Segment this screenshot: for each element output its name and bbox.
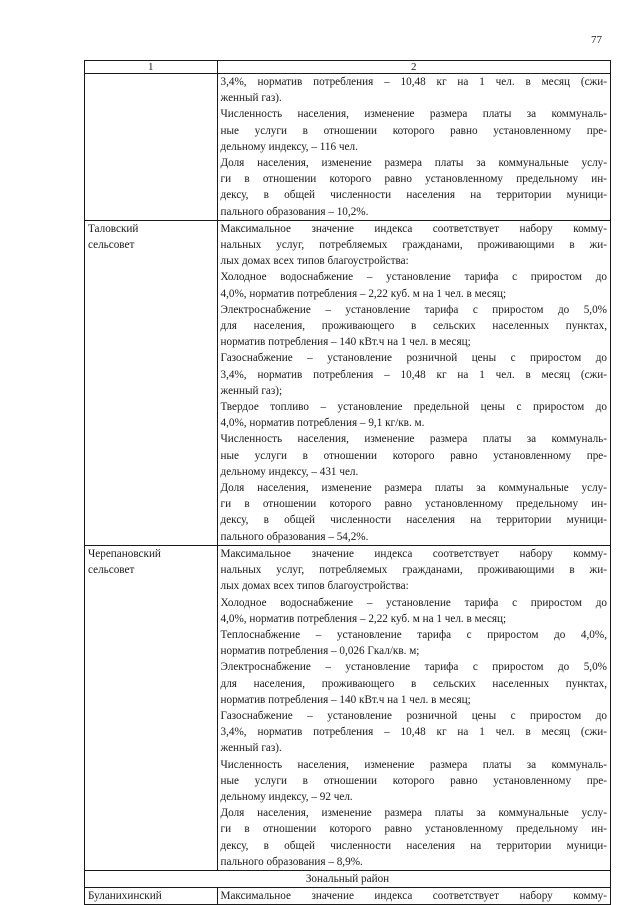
text-line: Численность населения, изменение размера платы за коммуналь- (220, 758, 607, 771)
description-paragraph (221, 805, 608, 870)
text-line: Максимальное значение индекса соответствует набору комму- (220, 222, 607, 235)
text-line: дельному индексу, – 92 чел. (220, 790, 353, 803)
text-line: Газоснабжение – установление розничной цены с приростом до (220, 352, 607, 365)
text-line: Холодное водоснабжение – установление тарифа с приростом до (220, 271, 607, 284)
text-line: Численность населения, изменение размера платы за коммуналь- (220, 433, 607, 446)
description-cell (217, 545, 611, 870)
text-line: Электроснабжение – установление тарифа с приростом до 5,0% (220, 303, 607, 316)
municipality-name: Черепановский (88, 547, 161, 560)
header-col-1: 1 (85, 61, 218, 74)
text-line: Электроснабжение – установление тарифа с приростом до 5,0% (220, 661, 607, 674)
text-line: 4,0%, норматив потребления – 2,22 куб. м на 1 чел. в месяц; (220, 612, 507, 625)
municipality-name: сельсовет (88, 564, 135, 577)
description-paragraph (221, 480, 608, 545)
text-line: Теплоснабжение – установление тарифа с приростом до 4,0%, (220, 628, 607, 641)
municipality-cell (85, 545, 218, 870)
text-line: 3,4%, норматив потребления – 10,48 кг на 1 чел. в месяц (сжи- (220, 726, 607, 739)
municipality-name: сельсовет (88, 239, 135, 252)
zone-heading: Зональный район (85, 870, 611, 887)
table-row (85, 888, 611, 905)
text-line: ные услуги в отношении которого равно установленному пре- (220, 449, 607, 462)
text-line: дельному индексу, – 116 чел. (220, 140, 358, 153)
description-paragraph (221, 155, 608, 220)
text-line: ные услуги в отношении которого равно установленному пре- (220, 774, 607, 787)
text-line: Доля населения, изменение размера платы за коммунальные услу- (220, 157, 607, 170)
description-paragraph (221, 708, 608, 757)
description-paragraph (221, 659, 608, 708)
description-paragraph (221, 350, 608, 399)
description-paragraph (221, 74, 608, 106)
text-line: Холодное водоснабжение – установление тарифа с приростом до (220, 596, 607, 609)
description-paragraph (221, 106, 608, 155)
text-line: пального образования – 54,2%. (220, 530, 369, 543)
municipality-cell (85, 220, 218, 545)
text-line: пального образования – 8,9%. (220, 855, 363, 868)
description-paragraph (221, 221, 608, 270)
description-cell (217, 220, 611, 545)
description-paragraph (221, 595, 608, 627)
description-paragraph (221, 546, 608, 595)
text-line: Газоснабжение – установление розничной цены с приростом до (220, 709, 607, 722)
text-line: ги в отношении которого равно установленному предельному ин- (220, 823, 607, 836)
page-number: 77 (591, 34, 602, 46)
text-line: для населения, проживающего в сельских населенных пунктах, (220, 320, 607, 333)
text-line: Доля населения, изменение размера платы за коммунальные услу- (220, 807, 607, 820)
text-line: женный газ). (220, 92, 282, 105)
description-cell (217, 888, 611, 905)
table-row (85, 74, 611, 221)
text-line: Доля населения, изменение размера платы за коммунальные услу- (220, 482, 607, 495)
text-line: ги в отношении которого равно установленному предельному ин- (220, 498, 607, 511)
text-line: дельному индексу, – 431 чел. (220, 465, 359, 478)
text-line: лых домах всех типов благоустройства: (220, 255, 409, 268)
text-line: ные услуги в отношении которого равно установленному пре- (220, 124, 607, 137)
text-line: дексу, в общей численности населения на территории муници- (220, 839, 607, 852)
text-line: пального образования – 10,2%. (220, 205, 369, 218)
text-line: норматив потребления – 140 кВт.ч на 1 чел. в месяц; (220, 693, 471, 706)
text-line: для населения, проживающего в сельских населенных пунктах, (220, 677, 607, 690)
text-line: Максимальное значение индекса соответствует набору комму- (220, 890, 607, 903)
text-line: дексу, в общей численности населения на территории муници- (220, 514, 607, 527)
text-line: 3,4%, норматив потребления – 10,48 кг на 1 чел. в месяц (сжи- (220, 368, 607, 381)
description-cell (217, 74, 611, 221)
municipality-cell (85, 74, 218, 221)
table-row (85, 545, 611, 870)
text-line: Численность населения, изменение размера платы за коммуналь- (220, 108, 607, 121)
text-line: Максимальное значение индекса соответствует набору комму- (220, 547, 607, 560)
text-line: женный газ). (220, 742, 282, 755)
text-line: ги в отношении которого равно установленному предельному ин- (220, 173, 607, 186)
text-line: норматив потребления – 140 кВт.ч на 1 чел. в месяц; (220, 336, 471, 349)
description-paragraph (221, 269, 608, 301)
description-paragraph (221, 757, 608, 806)
text-line: женный газ); (220, 384, 283, 397)
text-line: лых домах всех типов благоустройства: (220, 580, 409, 593)
municipality-name: Таловский (88, 222, 139, 235)
municipality-name: Буланихинский (85, 888, 218, 905)
table-header-row (85, 61, 611, 74)
text-line: 4,0%, норматив потребления – 2,22 куб. м на 1 чел. в месяц; (220, 287, 507, 300)
description-paragraph (221, 399, 608, 431)
text-line: 3,4%, норматив потребления – 10,48 кг на 1 чел. в месяц (сжи- (220, 76, 607, 88)
text-line: Твердое топливо – установление предельной цены с приростом до (220, 401, 607, 414)
text-line: 4,0%, норматив потребления – 9,1 кг/кв. м. (220, 417, 425, 430)
text-line: дексу, в общей численности населения на территории муници- (220, 189, 607, 202)
text-line: нальных услуг, потребляемых гражданами, проживающими в жи- (220, 239, 607, 252)
text-line: нальных услуг, потребляемых гражданами, проживающими в жи- (220, 564, 607, 577)
table-row (85, 220, 611, 545)
tariff-index-table (84, 60, 611, 905)
description-paragraph (221, 302, 608, 351)
zone-heading-row (85, 870, 611, 887)
description-paragraph (221, 431, 608, 480)
description-paragraph (221, 627, 608, 659)
header-col-2: 2 (217, 61, 611, 74)
text-line: норматив потребления – 0,026 Гкал/кв. м; (220, 645, 420, 658)
